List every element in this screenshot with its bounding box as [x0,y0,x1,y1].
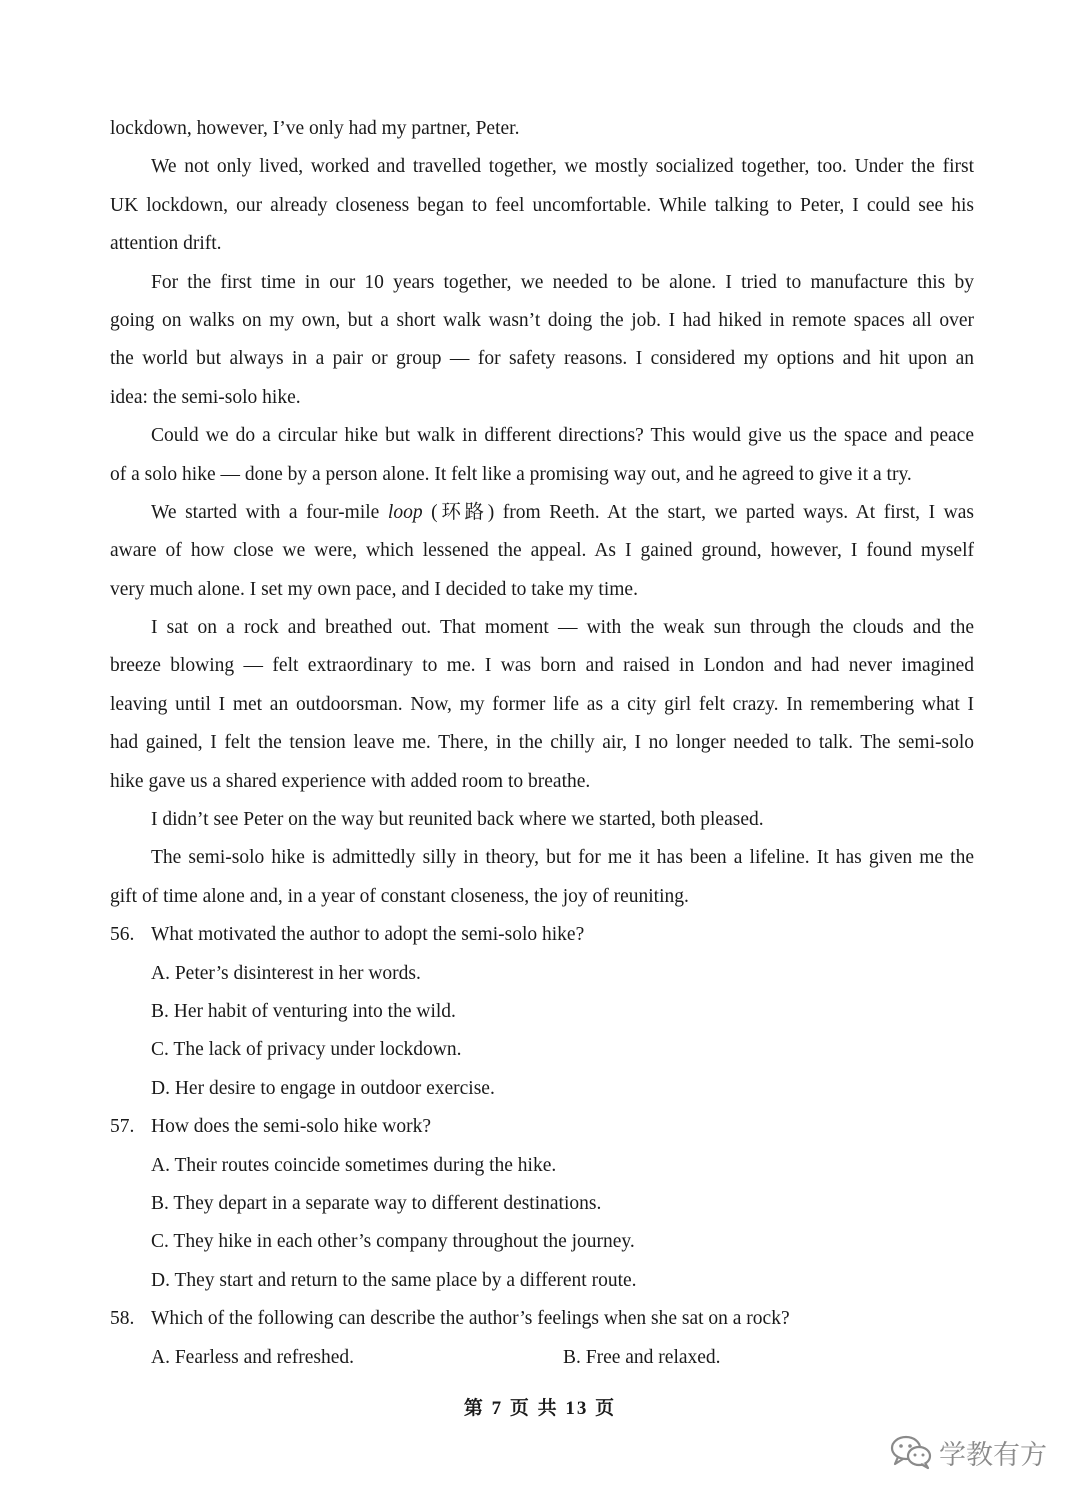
passage-line: had gained, I felt the tension leave me. There, in the chilly air, I no longer needed to talk. The semi-solo [110,732,974,754]
passage-text: (环路) from Reeth. At the start, we parted ways. At first, I was [422,501,974,523]
question-number: 57. [110,1116,135,1138]
watermark [889,1432,1047,1472]
question-text: What motivated the author to adopt the semi-solo hike? [151,924,585,946]
wechat-icon [889,1434,933,1470]
option-item: D. They start and return to the same place by a different route. [151,1269,637,1291]
page-footer: 第 7 页 共 13 页 [463,1398,617,1419]
question-number: 58. [110,1308,135,1330]
question-56 [110,916,974,954]
passage-line: very much alone. I set my own pace, and I decided to take my time. [110,578,638,600]
passage-line: of a solo hike — done by a person alone. It felt like a promising way out, and he agreed to give it a try. [110,463,912,485]
option-item: B. Her habit of venturing into the wild. [151,1000,456,1022]
question-57 [110,1108,974,1146]
passage-line: We not only lived, worked and travelled together, we mostly socialized together, too. Under the first [151,156,974,178]
option-item: B. Free and relaxed. [563,1346,721,1368]
passage-line: gift of time alone and, in a year of constant closeness, the joy of reuniting. [110,885,689,907]
option-item: B. They depart in a separate way to different destinations. [151,1192,602,1214]
passage-line: attention drift. [110,233,222,255]
passage-line: lockdown, however, I’ve only had my partner, Peter. [110,118,520,139]
passage-line: breeze blowing — felt extraordinary to me. I was born and raised in London and had never imagined [110,655,974,677]
question-number: 56. [110,924,135,946]
option-item: A. Their routes coincide sometimes during the hike. [151,1154,557,1176]
question-58 [110,1300,974,1338]
passage-line: leaving until I met an outdoorsman. Now, my former life as a city girl felt crazy. In remembering what I [110,693,974,715]
watermark-text: 学教有方 [939,1439,1047,1471]
exam-page [110,110,974,1377]
passage-line: The semi-solo hike is admittedly silly in theory, but for me it has been a lifeline. It has given me the [151,847,974,869]
passage-line: idea: the semi-solo hike. [110,386,301,408]
option-item: A. Fearless and refreshed. [151,1346,355,1368]
passage-line: For the first time in our 10 years together, we needed to be alone. I tried to manufacture this by [151,271,974,293]
option-item: D. Her desire to engage in outdoor exercise. [151,1077,495,1099]
passage-line: Could we do a circular hike but walk in different directions? This would give us the space and peace [151,425,974,447]
passage-line: going on walks on my own, but a short walk wasn’t doing the job. I had hiked in remote spaces all over [110,309,974,331]
passage-line: hike gave us a shared experience with added room to breathe. [110,770,591,792]
option-item: C. They hike in each other’s company throughout the journey. [151,1231,635,1253]
option-row [110,1339,974,1377]
option-item: C. The lack of privacy under lockdown. [151,1039,462,1061]
passage-line: aware of how close we were, which lessened the appeal. As I gained ground, however, I found myself [110,540,974,562]
passage-line: I sat on a rock and breathed out. That moment — with the weak sun through the clouds and the [151,617,974,639]
passage-line: UK lockdown, our already closeness began to feel uncomfortable. While talking to Peter, I could see his [110,194,974,216]
question-text: Which of the following can describe the author’s feelings when she sat on a rock? [151,1308,790,1330]
passage-line [110,494,974,532]
passage-text: We started with a four-mile [151,501,388,523]
passage-line: I didn’t see Peter on the way but reunited back where we started, both pleased. [151,809,764,831]
passage-line: the world but always in a pair or group — for safety reasons. I considered my options and hit upon an [110,348,974,370]
option-item: A. Peter’s disinterest in her words. [151,962,421,984]
question-text: How does the semi-solo hike work? [151,1116,431,1138]
italic-term: loop [387,501,423,523]
